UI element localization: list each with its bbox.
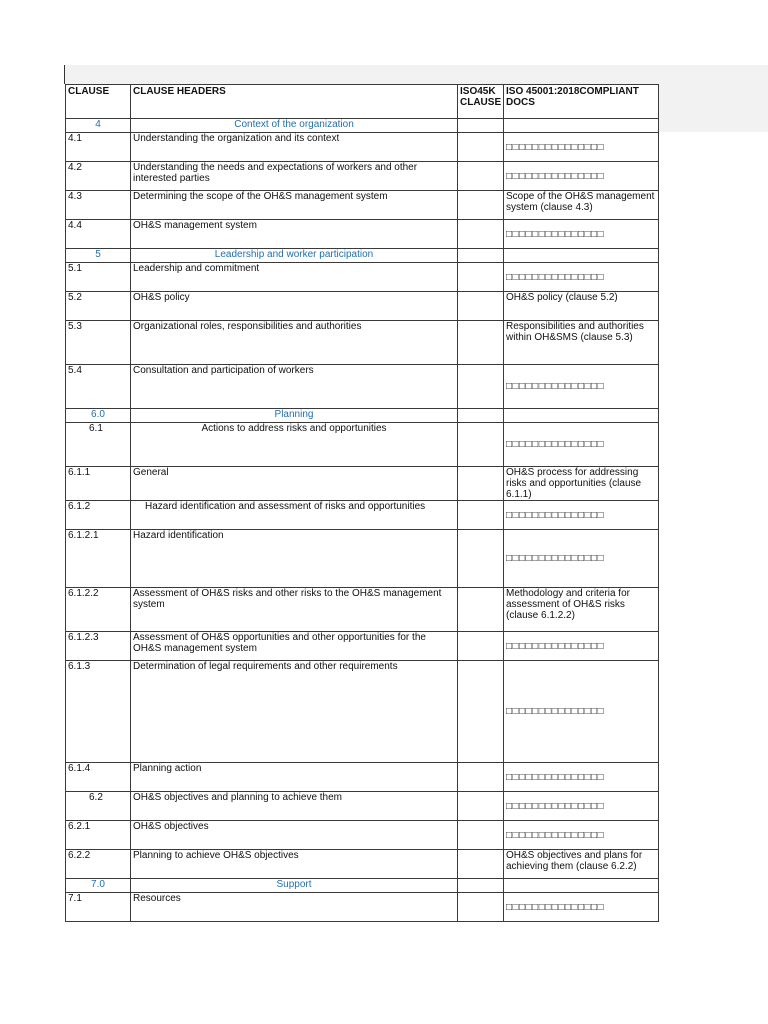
section-row — [66, 249, 659, 263]
clause-code: 5.2 — [66, 292, 131, 321]
section-row — [66, 119, 659, 133]
iso-cell — [458, 321, 504, 365]
clause-code: 6.1.2.2 — [66, 588, 131, 632]
clause-header: OH&S management system — [131, 220, 458, 249]
iso-cell — [458, 792, 504, 821]
clause-header: Hazard identification — [131, 530, 458, 588]
compliant-doc: □□□□□□□□□□□□□□□ — [504, 501, 659, 530]
clause-header: Understanding the organization and its context — [131, 133, 458, 162]
iso-cell — [458, 763, 504, 792]
compliant-doc: □□□□□□□□□□□□□□□ — [504, 263, 659, 292]
iso-cell — [458, 530, 504, 588]
clause-code: 4.4 — [66, 220, 131, 249]
clause-code: 6.1 — [66, 423, 131, 467]
iso-cell — [458, 879, 504, 893]
iso-cell — [458, 162, 504, 191]
compliant-doc: OH&S process for addressing risks and opportunities (clause 6.1.1) — [504, 467, 659, 501]
clause-header: Determination of legal requirements and other requirements — [131, 661, 458, 763]
table-row — [66, 763, 659, 792]
compliant-doc: □□□□□□□□□□□□□□□ — [504, 821, 659, 850]
clause-code: 5.4 — [66, 365, 131, 409]
table-row — [66, 191, 659, 220]
iso-cell — [458, 292, 504, 321]
doc-cell — [504, 879, 659, 893]
table-row — [66, 588, 659, 632]
compliant-doc: Scope of the OH&S management system (clause 4.3) — [504, 191, 659, 220]
iso-cell — [458, 191, 504, 220]
compliant-doc: □□□□□□□□□□□□□□□ — [504, 661, 659, 763]
clause-code: 6.1.2.3 — [66, 632, 131, 661]
col-header-clause: CLAUSE — [66, 85, 131, 119]
iso-cell — [458, 365, 504, 409]
clause-table — [65, 84, 659, 922]
clause-header: Determining the scope of the OH&S management system — [131, 191, 458, 220]
clause-code: 6.2 — [66, 792, 131, 821]
clause-header: OH&S objectives — [131, 821, 458, 850]
table-row — [66, 530, 659, 588]
clause-header: Actions to address risks and opportunities — [131, 423, 458, 467]
compliant-doc: □□□□□□□□□□□□□□□ — [504, 530, 659, 588]
section-number: 7.0 — [66, 879, 131, 893]
clause-header: Resources — [131, 893, 458, 922]
compliant-doc: □□□□□□□□□□□□□□□ — [504, 162, 659, 191]
doc-cell — [504, 119, 659, 133]
section-title: Planning — [131, 409, 458, 423]
section-number: 4 — [66, 119, 131, 133]
table-row — [66, 321, 659, 365]
compliant-doc: □□□□□□□□□□□□□□□ — [504, 423, 659, 467]
iso-cell — [458, 850, 504, 879]
clause-header: OH&S objectives and planning to achieve them — [131, 792, 458, 821]
table-row — [66, 501, 659, 530]
iso-cell — [458, 423, 504, 467]
table-row — [66, 220, 659, 249]
table-row — [66, 632, 659, 661]
table-row — [66, 292, 659, 321]
clause-code: 6.1.2 — [66, 501, 131, 530]
clause-header: Assessment of OH&S opportunities and other opportunities for the OH&S management system — [131, 632, 458, 661]
section-row — [66, 409, 659, 423]
iso-cell — [458, 632, 504, 661]
table-row — [66, 263, 659, 292]
compliant-doc: Methodology and criteria for assessment of OH&S risks (clause 6.1.2.2) — [504, 588, 659, 632]
section-number: 5 — [66, 249, 131, 263]
table-header-row — [66, 85, 659, 119]
table-row — [66, 133, 659, 162]
compliant-doc: □□□□□□□□□□□□□□□ — [504, 893, 659, 922]
clause-header: Leadership and commitment — [131, 263, 458, 292]
compliant-doc: OH&S policy (clause 5.2) — [504, 292, 659, 321]
doc-cell — [504, 409, 659, 423]
table-row — [66, 821, 659, 850]
left-border-tick — [64, 65, 65, 84]
table-row — [66, 423, 659, 467]
clause-code: 6.2.1 — [66, 821, 131, 850]
iso-cell — [458, 119, 504, 133]
iso-cell — [458, 661, 504, 763]
clause-code: 4.3 — [66, 191, 131, 220]
table-row — [66, 162, 659, 191]
clause-code: 6.1.1 — [66, 467, 131, 501]
iso-cell — [458, 893, 504, 922]
section-number: 6.0 — [66, 409, 131, 423]
compliant-doc: Responsibilities and authorities within OH&SMS (clause 5.3) — [504, 321, 659, 365]
iso-cell — [458, 133, 504, 162]
table-row — [66, 467, 659, 501]
compliant-doc: □□□□□□□□□□□□□□□ — [504, 220, 659, 249]
table-row — [66, 365, 659, 409]
iso-cell — [458, 467, 504, 501]
section-title: Leadership and worker participation — [131, 249, 458, 263]
table-row — [66, 661, 659, 763]
clause-code: 6.1.3 — [66, 661, 131, 763]
table-row — [66, 792, 659, 821]
clause-code: 5.1 — [66, 263, 131, 292]
compliant-doc: OH&S objectives and plans for achieving them (clause 6.2.2) — [504, 850, 659, 879]
table-row — [66, 850, 659, 879]
col-header-clause-headers: CLAUSE HEADERS — [131, 85, 458, 119]
clause-header: Consultation and participation of workers — [131, 365, 458, 409]
iso-cell — [458, 821, 504, 850]
clause-header: Planning action — [131, 763, 458, 792]
clause-code: 4.2 — [66, 162, 131, 191]
doc-cell — [504, 249, 659, 263]
clause-code: 6.2.2 — [66, 850, 131, 879]
compliant-doc: □□□□□□□□□□□□□□□ — [504, 365, 659, 409]
clause-code: 6.1.4 — [66, 763, 131, 792]
section-title: Support — [131, 879, 458, 893]
iso-cell — [458, 409, 504, 423]
col-header-iso45k: ISO45K CLAUSE — [458, 85, 504, 119]
clause-code: 6.1.2.1 — [66, 530, 131, 588]
clause-code: 4.1 — [66, 133, 131, 162]
clause-header: Planning to achieve OH&S objectives — [131, 850, 458, 879]
iso-cell — [458, 588, 504, 632]
iso-cell — [458, 263, 504, 292]
clause-code: 5.3 — [66, 321, 131, 365]
compliant-doc: □□□□□□□□□□□□□□□ — [504, 133, 659, 162]
section-title: Context of the organization — [131, 119, 458, 133]
iso-cell — [458, 220, 504, 249]
table-row — [66, 893, 659, 922]
iso-cell — [458, 501, 504, 530]
compliant-doc: □□□□□□□□□□□□□□□ — [504, 792, 659, 821]
clause-code: 7.1 — [66, 893, 131, 922]
clause-header: General — [131, 467, 458, 501]
section-row — [66, 879, 659, 893]
compliant-doc: □□□□□□□□□□□□□□□ — [504, 763, 659, 792]
col-header-compliant-docs: ISO 45001:2018COMPLIANT DOCS — [504, 85, 659, 119]
clause-header: Hazard identification and assessment of risks and opportunities — [131, 501, 458, 530]
clause-header: Understanding the needs and expectations of workers and other interested parties — [131, 162, 458, 191]
compliant-doc: □□□□□□□□□□□□□□□ — [504, 632, 659, 661]
clause-header: OH&S policy — [131, 292, 458, 321]
clause-header: Organizational roles, responsibilities and authorities — [131, 321, 458, 365]
clause-header: Assessment of OH&S risks and other risks to the OH&S management system — [131, 588, 458, 632]
iso-cell — [458, 249, 504, 263]
